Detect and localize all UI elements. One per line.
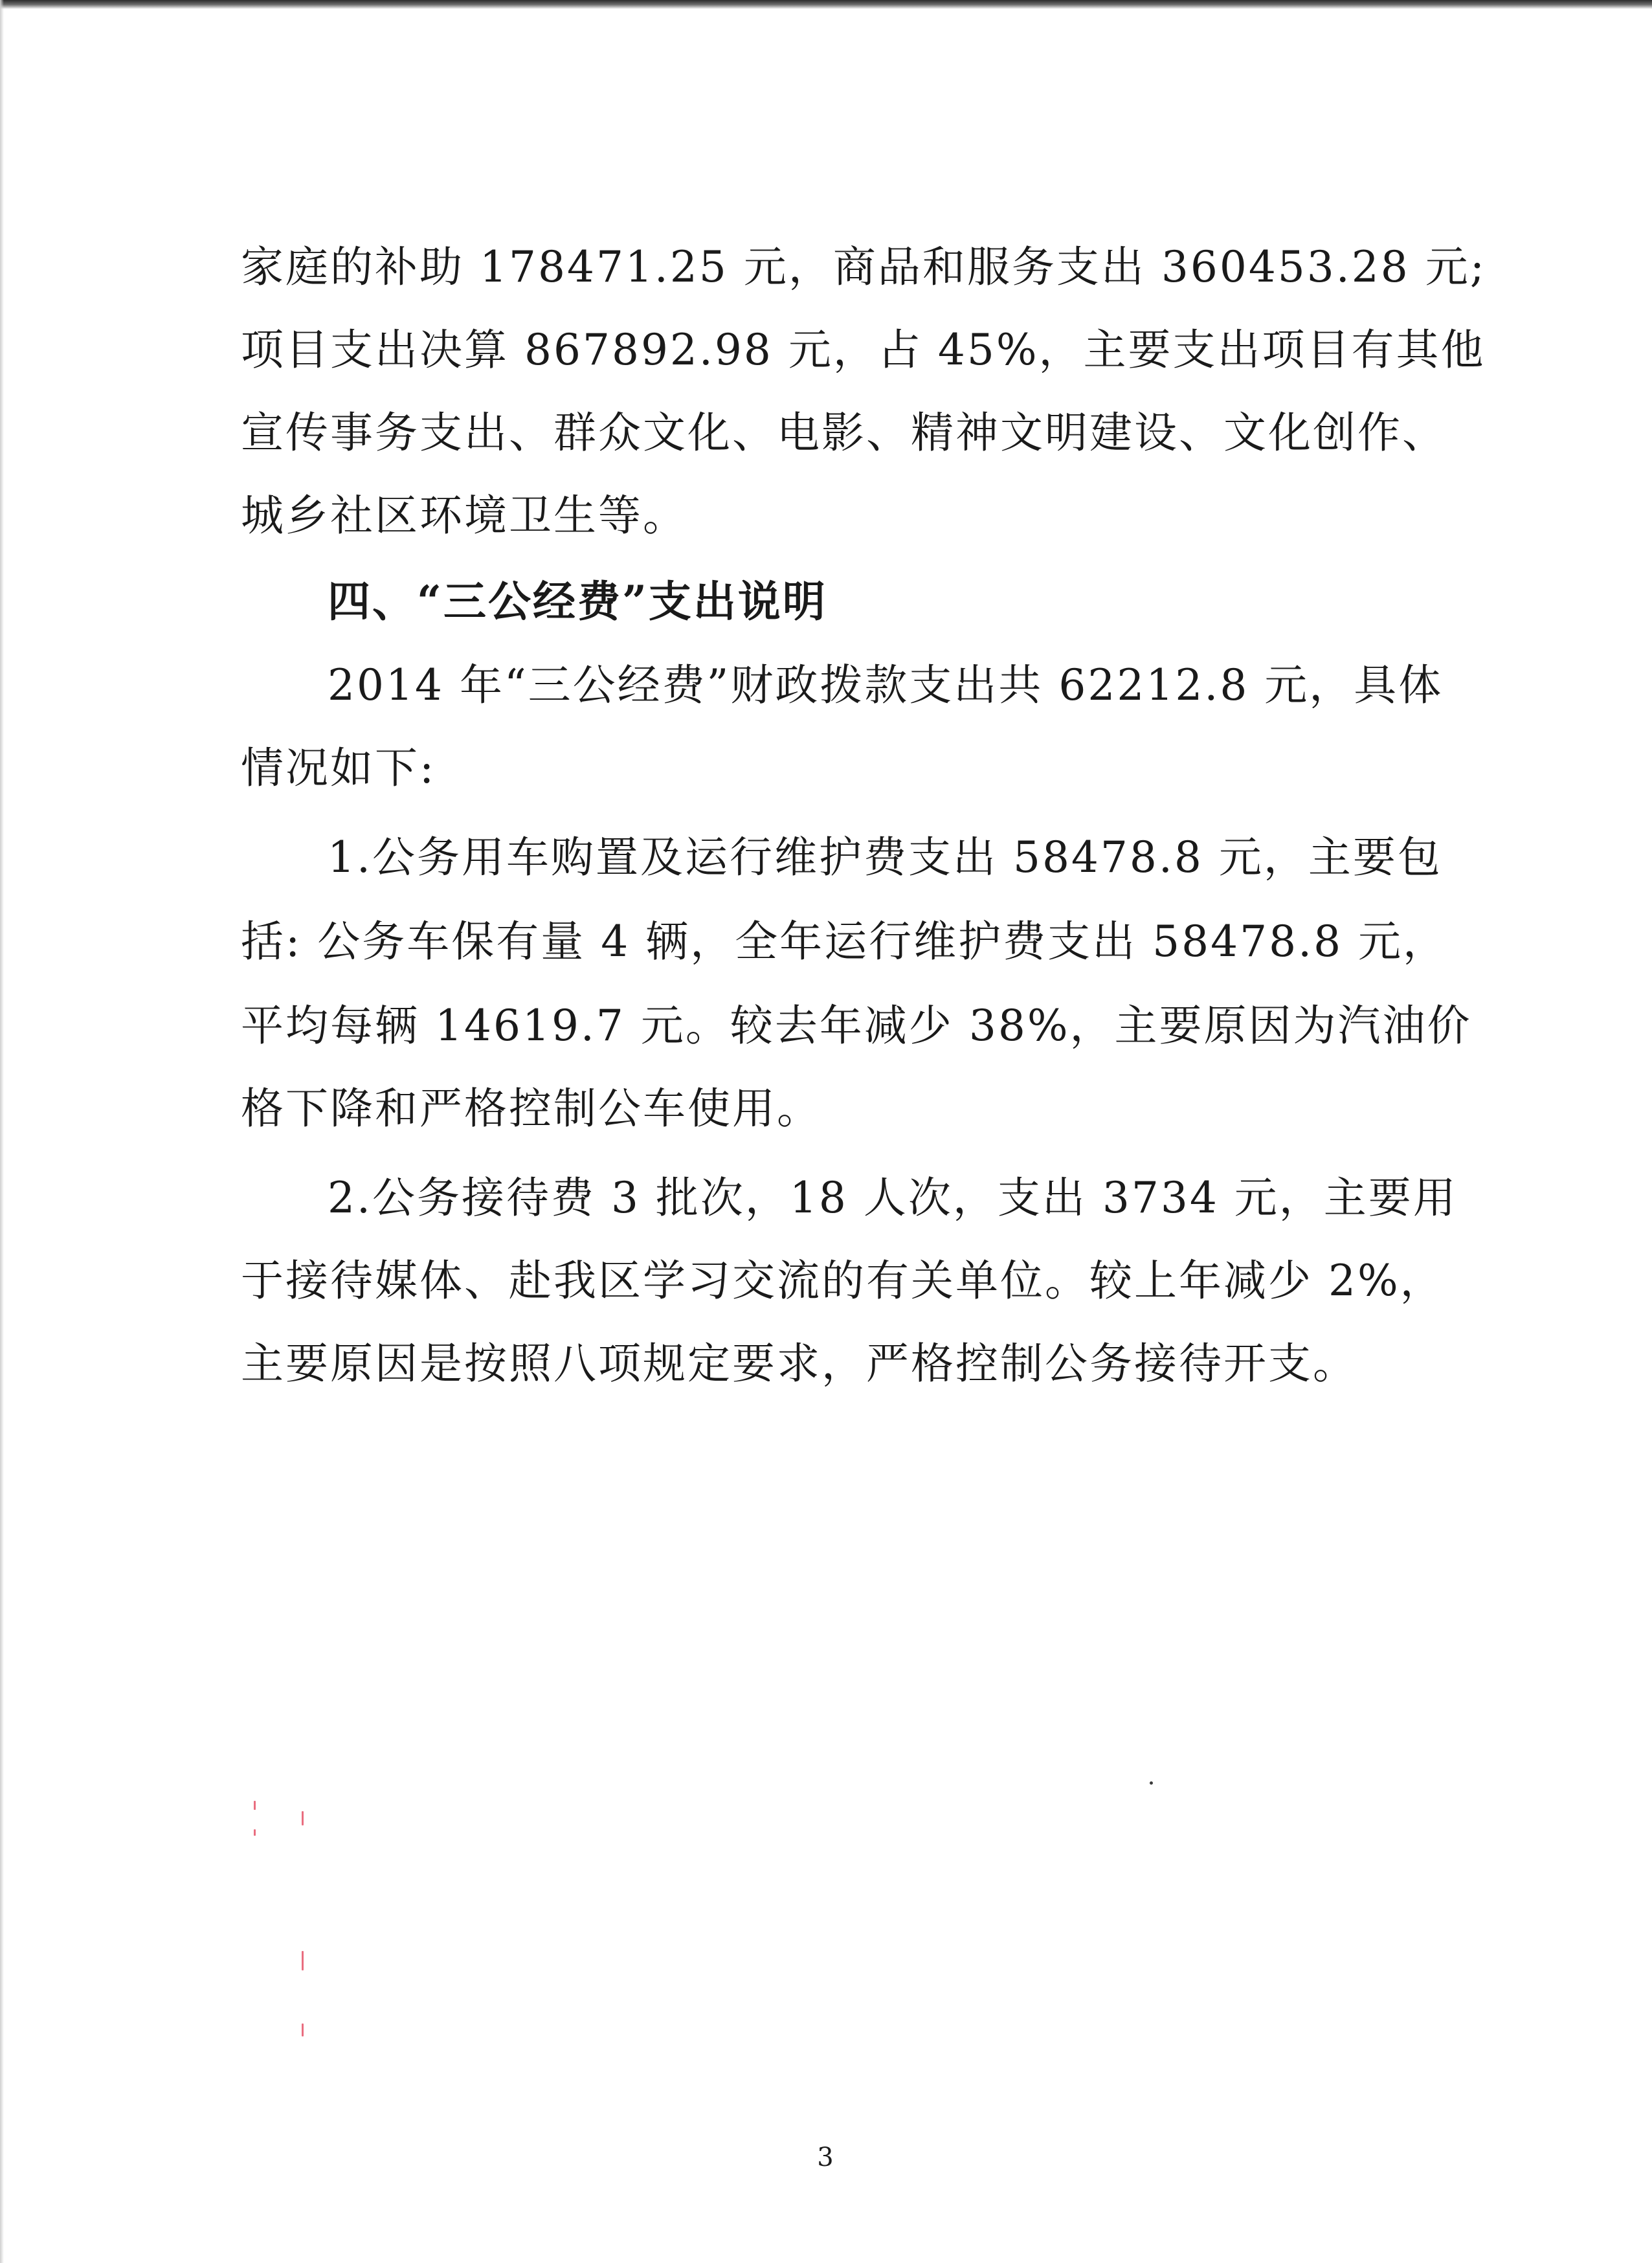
red-stamp-trace: [254, 1829, 256, 1836]
intro-line: 情况如下:: [241, 743, 436, 793]
item1-line: 平均每辆 14619.7 元。较去年减少 38%，主要原因为汽油价: [241, 1001, 1472, 1051]
page-number: 3: [817, 2143, 834, 2172]
item1-line: 括: 公务车保有量 4 辆，全年运行维护费支出 58478.8 元，: [241, 917, 1448, 966]
item2-line: 主要原因是按照八项规定要求，严格控制公务接待开支。: [241, 1339, 1357, 1388]
red-stamp-trace: [302, 1951, 304, 1970]
red-stamp-trace: [302, 2023, 304, 2036]
red-stamp-trace: [254, 1801, 256, 1810]
paragraph-line: 宣传事务支出、群众文化、电影、精神文明建设、文化创作、: [241, 408, 1447, 458]
paragraph-line: 家庭的补助 178471.25 元，商品和服务支出 360453.28 元;: [241, 242, 1486, 292]
red-stamp-trace: [302, 1811, 304, 1825]
paragraph-line: 项目支出决算 867892.98 元，占 45%，主要支出项目有其他: [241, 325, 1486, 375]
item1-line: 1.公务用车购置及运行维护费支出 58478.8 元，主要包: [328, 832, 1442, 882]
paragraph-line: 城乡社区环境卫生等。: [241, 491, 687, 541]
item2-line: 于接待媒体、赴我区学习交流的有关单位。较上年减少 2%，: [241, 1256, 1445, 1306]
item2-line: 2.公务接待费 3 批次，18 人次，支出 3734 元，主要用: [328, 1173, 1458, 1223]
section-heading: 四、“三公经费”支出说明: [328, 576, 827, 627]
item1-line: 格下降和严格控制公车使用。: [241, 1084, 821, 1133]
scan-speck: [1150, 1781, 1153, 1785]
intro-line: 2014 年“三公经费”财政拨款支出共 62212.8 元，具体: [328, 660, 1444, 710]
